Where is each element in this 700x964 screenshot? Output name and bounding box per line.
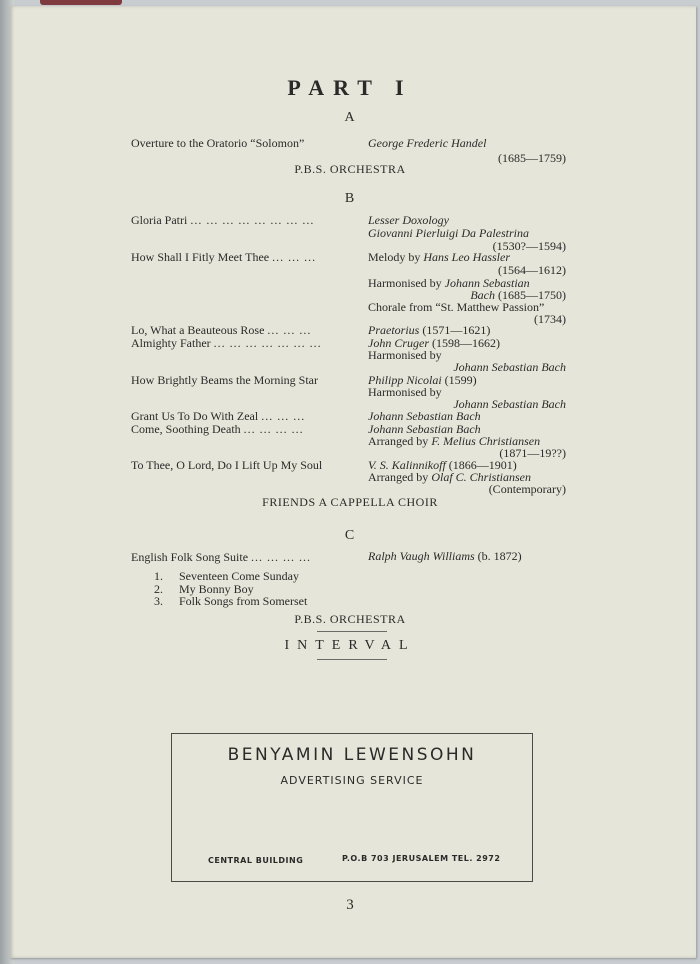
morning-star-title: How Brightly Beams the Morning Star — [131, 373, 318, 387]
part-title: PART I — [287, 75, 413, 100]
section-c-ensemble: P.B.S. ORCHESTRA — [294, 612, 406, 626]
grant-zeal-composer: Johann Sebastian Bach — [368, 409, 481, 423]
folk-suite-dates: (b. 1872) — [477, 549, 522, 563]
advertiser-service: ADVERTISING SERVICE — [280, 774, 424, 787]
page-number: 3 — [346, 897, 354, 913]
soothing-death-line2-name: F. Melius Christiansen — [431, 434, 541, 448]
movement-number: 1. — [154, 569, 163, 583]
fitly-meet-line4-name: Bach — [470, 288, 495, 302]
almighty-father-title — [131, 336, 322, 351]
lift-soul-title: To Thee, O Lord, Do I Lift Up My Soul — [131, 458, 323, 472]
soothing-death-title-text: Come, Soothing Death — [131, 422, 241, 436]
lift-soul-composer-name: V. S. Kalinnikoff — [368, 458, 446, 472]
beauteous-rose-composer-name: Praetorius — [368, 323, 420, 337]
lift-soul-dates: (1866—1901) — [448, 458, 517, 472]
fitly-meet-line6: (1734) — [534, 312, 566, 326]
section-b-ensemble: FRIENDS A CAPPELLA CHOIR — [262, 495, 438, 509]
gloria-patri-line2: Giovanni Pierluigi Da Palestrina — [368, 226, 529, 240]
movement-title: Seventeen Come Sunday — [179, 569, 299, 583]
fitly-meet-line3-name: Johann Sebastian — [444, 276, 530, 290]
folk-suite-composer-name: Ralph Vaugh Williams — [368, 549, 475, 563]
morning-star-composer-name: Philipp Nicolai — [368, 373, 442, 387]
movement-title: Folk Songs from Somerset — [179, 594, 308, 608]
section-a-dates: (1685—1759) — [498, 151, 566, 165]
bookmark-ribbon — [40, 0, 122, 5]
folk-suite-leader: ... ... ... ... — [251, 550, 312, 564]
advertiser-building: CENTRAL BUILDING — [208, 856, 304, 865]
fitly-meet-line1 — [368, 250, 510, 265]
divider-bottom — [317, 659, 387, 660]
soothing-death-leader: ... ... ... ... — [243, 422, 304, 436]
gloria-patri-leader: ... ... ... ... ... ... ... ... — [190, 213, 315, 227]
section-a-label: A — [344, 110, 356, 125]
movement-title: My Bonny Boy — [179, 582, 254, 596]
almighty-father-dates: (1598—1662) — [432, 336, 500, 350]
folk-suite-composer — [368, 549, 522, 564]
folk-suite-title-text: English Folk Song Suite — [131, 550, 249, 564]
advertiser-address: P.O.B 703 JERUSALEM TEL. 2972 — [342, 854, 501, 863]
lift-soul-line2-name: Olaf C. Christiansen — [431, 470, 531, 484]
almighty-father-title-text: Almighty Father — [131, 336, 211, 350]
gloria-patri-title — [131, 213, 314, 228]
morning-star-line2: Harmonised by — [368, 385, 442, 399]
section-a-composer: George Frederic Handel — [368, 136, 487, 150]
fitly-meet-line1-prefix: Melody by — [368, 250, 424, 264]
advertisement-box — [171, 733, 533, 882]
divider-top — [317, 631, 387, 632]
advertiser-name: BENYAMIN LEWENSOHN — [227, 745, 477, 765]
almighty-father-composer-name: John Cruger — [368, 336, 429, 350]
morning-star-line3: Johann Sebastian Bach — [453, 397, 566, 411]
movement-number: 3. — [154, 594, 163, 608]
beauteous-rose-title-text: Lo, What a Beauteous Rose — [131, 323, 265, 337]
gloria-patri-line1: Lesser Doxology — [368, 213, 449, 227]
soothing-death-line2-prefix: Arranged by — [368, 434, 432, 448]
fitly-meet-line2: (1564—1612) — [498, 263, 566, 277]
fitly-meet-line4-dates: (1685—1750) — [498, 288, 566, 302]
soothing-death-title — [131, 422, 304, 437]
soothing-death-composer: Johann Sebastian Bach — [368, 422, 481, 436]
gloria-patri-dates: (1530?—1594) — [492, 239, 566, 253]
beauteous-rose-dates: (1571—1621) — [422, 323, 491, 337]
almighty-father-line2: Harmonised by — [368, 348, 442, 362]
fitly-meet-title-text: How Shall I Fitly Meet Thee — [131, 250, 270, 264]
grant-zeal-leader: ... ... ... — [261, 409, 306, 423]
section-c-label: C — [344, 528, 356, 543]
section-a-ensemble: P.B.S. ORCHESTRA — [294, 162, 406, 176]
lift-soul-line2-prefix: Arranged by — [368, 470, 432, 484]
folk-suite-title — [131, 550, 311, 565]
fitly-meet-line3-prefix: Harmonised by — [368, 276, 445, 290]
beauteous-rose-leader: ... ... ... — [267, 323, 312, 337]
fitly-meet-title — [131, 250, 316, 265]
fitly-meet-line1-name: Hans Leo Hassler — [423, 250, 511, 264]
section-a-piece: Overture to the Oratorio “Solomon” — [131, 136, 305, 150]
almighty-father-leader: ... ... ... ... ... ... ... — [213, 336, 322, 350]
fitly-meet-line5: Chorale from “St. Matthew Passion” — [368, 300, 545, 314]
movement-number: 2. — [154, 582, 163, 596]
gloria-patri-title-text: Gloria Patri — [131, 213, 188, 227]
section-b-label: B — [344, 191, 356, 206]
morning-star-dates: (1599) — [444, 373, 477, 387]
fitly-meet-leader: ... ... ... — [272, 250, 317, 264]
lift-soul-line3: (Contemporary) — [488, 482, 566, 496]
almighty-father-line3: Johann Sebastian Bach — [453, 360, 566, 374]
interval-heading: INTERVAL — [284, 638, 416, 653]
grant-zeal-title-text: Grant Us To Do With Zeal — [131, 409, 259, 423]
soothing-death-line3: (1871—19??) — [499, 446, 566, 460]
